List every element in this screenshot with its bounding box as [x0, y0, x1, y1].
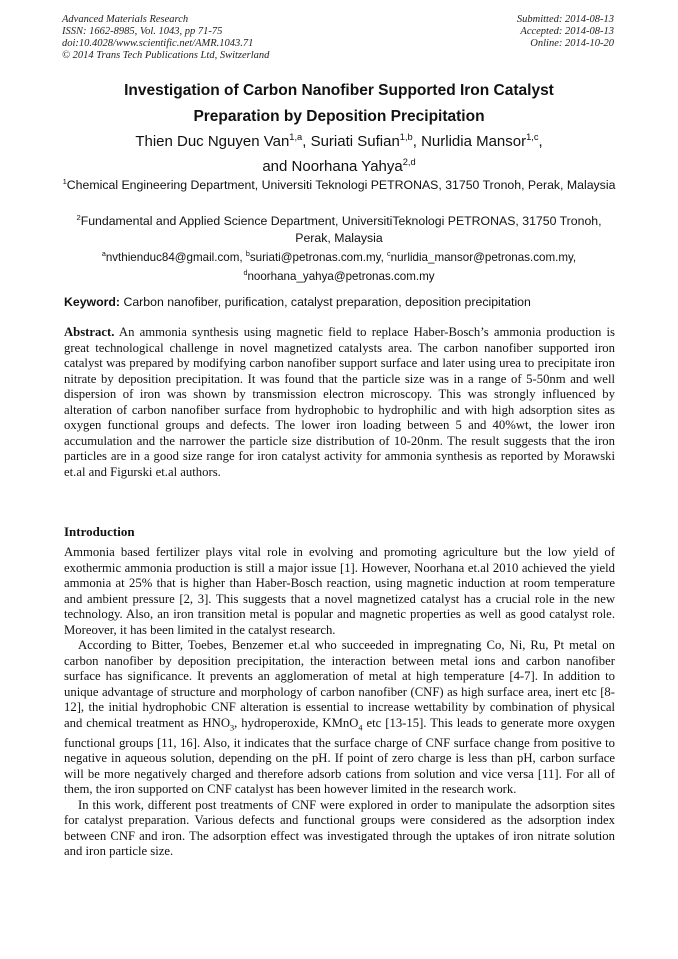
author-name: and Noorhana Yahya	[262, 158, 403, 175]
author-name: , Nurlidia Mansor	[412, 133, 527, 150]
affiliation-mark: 1	[62, 177, 67, 186]
accepted-date: Accepted: 2014-08-13	[520, 26, 614, 37]
author-name: , Suriati Sufian	[302, 133, 400, 150]
author-affil-mark: 1,b	[399, 132, 413, 142]
author-emails	[62, 246, 616, 284]
email-link[interactable]: suriati@petronas.com.my,	[249, 250, 388, 264]
email-line-1	[62, 246, 616, 265]
journal-copyright: © 2014 Trans Tech Publications Ltd, Switzerland	[62, 50, 270, 61]
journal-doi: doi:10.4028/www.scientific.net/AMR.1043.71	[62, 38, 254, 49]
intro-paragraph-3: In this work, different post treatments of CNF were explored in order to manipulate the adsorption sites for catalyst preparation. Various defects and functional groups were considered as the adsorption index between CNF and iron. The adsorption effect was investigated through the uptakes of iron nitrate solution and iron particle size.	[64, 797, 615, 859]
email-mark: b	[245, 249, 250, 258]
keyword-label: Keyword:	[64, 295, 121, 309]
email-mark: d	[243, 267, 248, 277]
keyword-text: Carbon nanofiber, purification, catalyst preparation, deposition precipitation	[120, 295, 531, 309]
email-mark: c	[387, 249, 391, 258]
affiliation-text: Fundamental and Applied Science Department, UniversitiTeknologi PETRONAS, 31750 Tronoh, Perak, Malaysia	[80, 214, 602, 246]
paragraph-text: etc [13-15]. This leads to generate more oxygen functional groups [11, 16]. Also, it indicates that the surface charge of CNF surface change from positive to negative in aqueous solution, depending on the pH. If point of zero charge is less than pH, carbon surface will be more negatively charged and therefore adsorb cations from solution and vice versa [11]. For all of them, the iron supported on CNF catalyst has been however limited in the research work.	[64, 715, 615, 797]
subscript: 4	[358, 723, 363, 733]
email-link[interactable]: nurlidia_mansor@petronas.com.my,	[390, 250, 577, 264]
paragraph-text: , hydroperoxide, KMnO	[234, 715, 359, 730]
author-list	[40, 127, 638, 177]
journal-name: Advanced Materials Research	[62, 14, 189, 25]
affiliation-1	[62, 173, 616, 194]
journal-header	[62, 14, 269, 62]
author-affil-mark: 2,d	[402, 157, 416, 167]
keywords	[64, 294, 618, 310]
submitted-date: Submitted: 2014-08-13	[516, 14, 614, 25]
journal-issn: ISSN: 1662-8985, Vol. 1043, pp 71-75	[62, 26, 223, 37]
affiliation-mark: 2	[76, 213, 81, 222]
author-affil-mark: 1,c	[526, 132, 539, 142]
author-affil-mark: 1,a	[289, 132, 303, 142]
abstract-text: An ammonia synthesis using magnetic field to replace Haber-Bosch’s ammonia production is great technological challenge in novel magnetized catalysts area. The carbon nanofiber supported iron catalyst was prepared by modifying carbon nanofiber support surface and later using urea to precipitate iron nitrate by deposition precipitation. It was found that the particle size was in a range of 5-50nm and well dispersion of iron was shown by transmission electron microscopy. This was strongly influenced by alteration of carbon nanofiber surface from hydrophobic to hydrophilic and with high adsorption sites as oxygen functional groups and defects. The lower iron loading between 5 and 40%wt, the lower iron accumulation and the narrower the particle size distribution of 10-20nm. The result suggests that the iron particles are in a good size range for iron catalyst activity for ammonia synthesis as reported by Morawski et.al and Figurski et.al authors.	[64, 325, 615, 479]
title-line-1: Investigation of Carbon Nanofiber Supported Iron Catalyst	[124, 82, 554, 99]
email-line-2	[62, 265, 616, 284]
email-link[interactable]: noorhana_yahya@petronas.com.my	[247, 269, 435, 283]
intro-paragraph-1: Ammonia based fertilizer plays vital role in evolving and promoting agriculture but the low yield of exothermic ammonia production is still a major issue [1]. However, Noorhana et.al 2010 achieved the yield ammonia at 25% that is higher than Haber-Bosch reaction, using magnetic induction at room temperature and ambient pressure [2, 3]. This suggests that a novel magnetized catalyst has a crucial role in the new technology. Also, an iron transition metal is popular and magnetic properties as well as good catalyst role. Moreover, it has been limited in the catalyst research.	[64, 545, 615, 637]
dates-header	[517, 14, 614, 50]
email-link[interactable]: nvthienduc84@gmail.com,	[105, 250, 246, 264]
abstract	[64, 325, 615, 480]
paragraph-text: According to Bitter, Toebes, Benzemer et.al who succeeded in impregnating Co, Ni, Ru, Pt metal on carbon nanofiber by deposition precipitation, the interaction between metal ions and carbon nanofiber surface has significance. It prevents an agglomeration of metal at high temperature [4-7]. In addition to unique advantage of structure and morphology of carbon nanofiber (CNF) as high surface area, inert etc [8-12], the initial hydrophobic CNF alteration is essential to increase wettability by combination of physical and chemical treatment as HNO	[64, 638, 615, 730]
author-name: Thien Duc Nguyen Van	[135, 133, 290, 150]
section-heading-introduction: Introduction	[64, 524, 135, 539]
title-line-2: Preparation by Deposition Precipitation	[193, 108, 485, 125]
paper-title	[40, 78, 638, 130]
affiliation-2	[62, 209, 616, 247]
author-separator: ,	[538, 133, 543, 150]
affiliation-text: Chemical Engineering Department, Universiti Teknologi PETRONAS, 31750 Tronoh, Perak, Malaysia	[66, 178, 616, 193]
intro-paragraph-2	[64, 638, 615, 798]
email-mark: a	[101, 249, 106, 258]
abstract-label: Abstract.	[64, 325, 115, 339]
online-date: Online: 2014-10-20	[530, 38, 614, 49]
introduction-body	[64, 545, 615, 860]
author-line-1	[40, 127, 638, 152]
subscript: 3	[230, 723, 235, 733]
